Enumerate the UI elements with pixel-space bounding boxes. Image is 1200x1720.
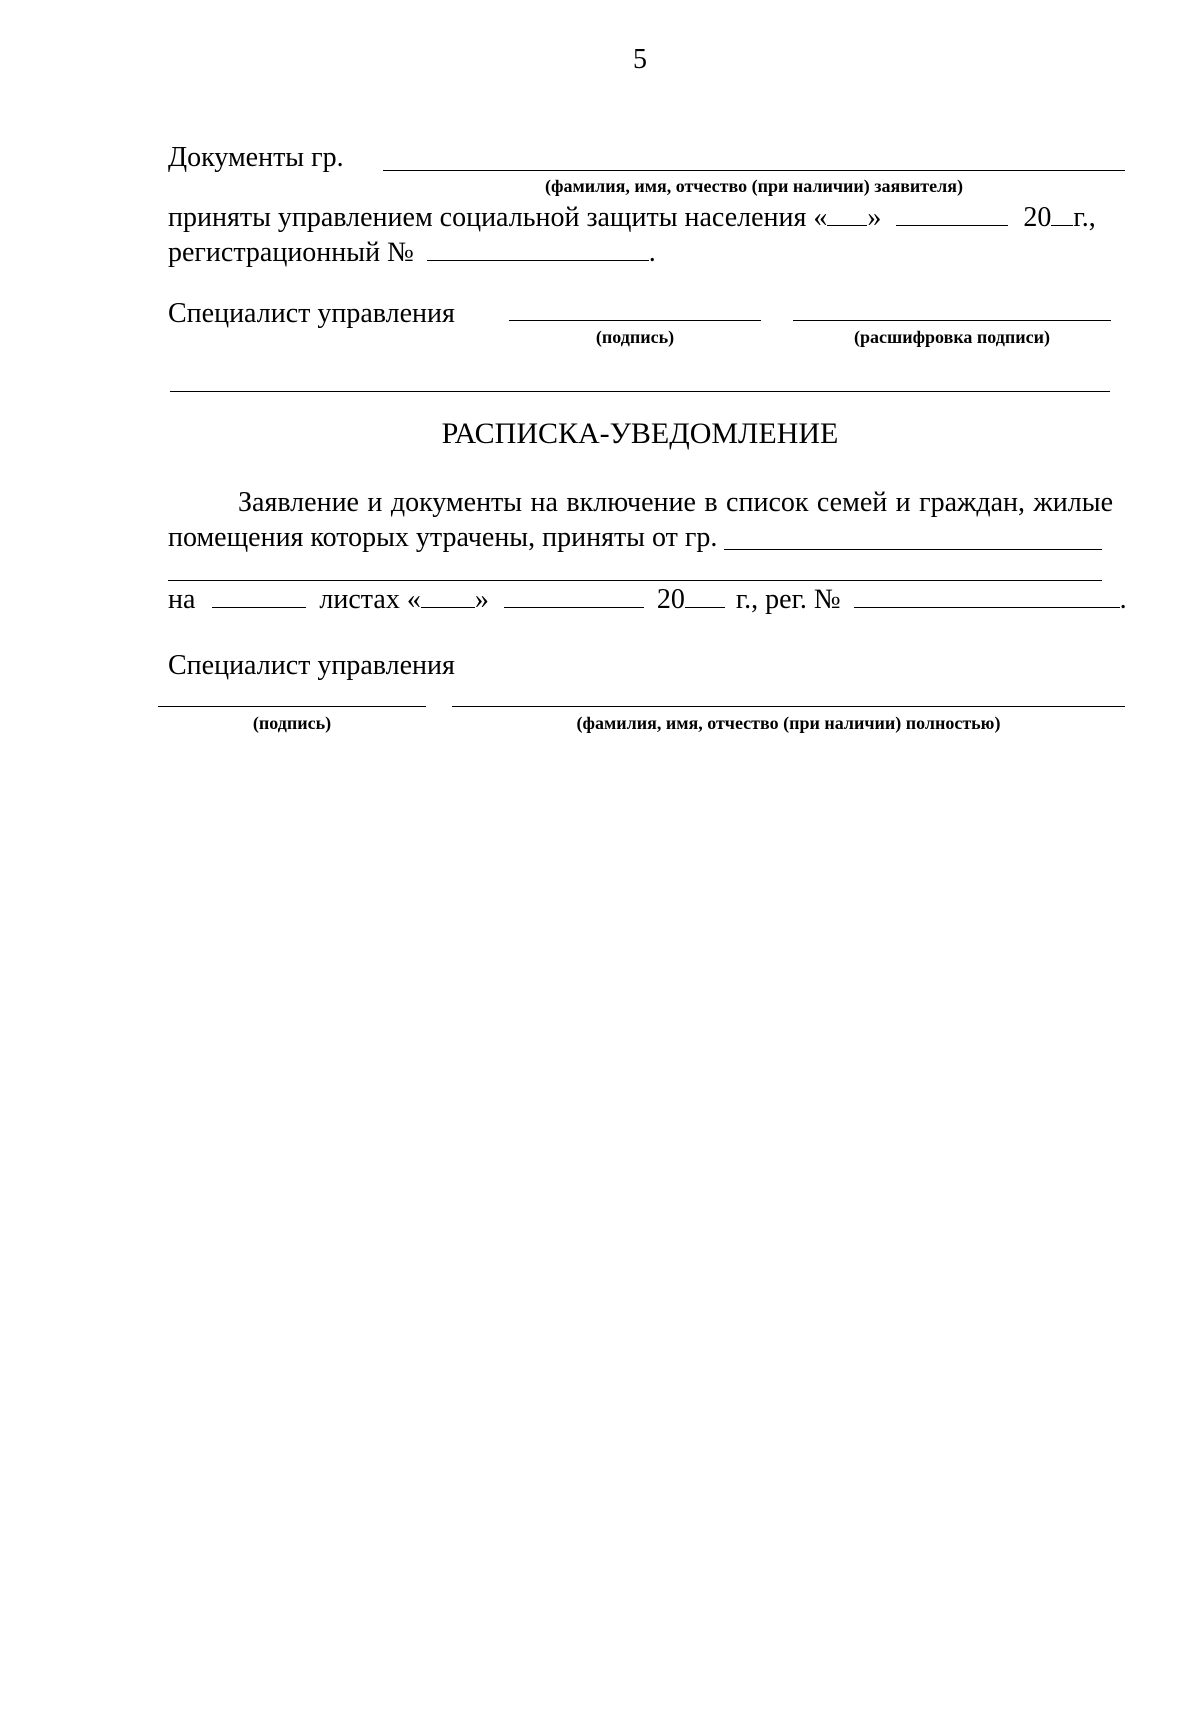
- receipt-day-blank: [421, 585, 475, 608]
- accepted-by-line: [168, 202, 1096, 234]
- receipt-fullname-line: [452, 706, 1125, 707]
- receipt-year-blank: [685, 585, 725, 608]
- registration-end: .: [648, 237, 656, 268]
- reg-number-blank: [854, 585, 1120, 608]
- registration-blank: [427, 238, 649, 261]
- year-blank: [1051, 203, 1073, 226]
- month-blank: [896, 203, 1008, 226]
- year-suffix: г.,: [1073, 202, 1096, 233]
- receipt-fullname-caption: (фамилия, имя, отчество (при наличии) полностью): [576, 713, 1001, 733]
- specialist-label: Специалист управления: [168, 298, 455, 329]
- signature-caption: (подпись): [595, 327, 675, 347]
- statement-line-1: Заявление и документы на включение в список семей и граждан, жилые: [238, 487, 1113, 518]
- receipt-signature-line: [158, 706, 426, 707]
- on-label: на: [168, 584, 196, 615]
- receipt-quote-close: »: [474, 584, 489, 615]
- accepted-by-text: приняты управлением социальной защиты населения «: [168, 202, 828, 233]
- signature-decode-line: [793, 320, 1111, 321]
- applicant-caption: (фамилия, имя, отчество (при наличии) заявителя): [545, 176, 963, 196]
- receipt-title: РАСПИСКА-УВЕДОМЛЕНИЕ: [441, 417, 839, 450]
- reg-label: г., рег. №: [735, 584, 841, 615]
- sheets-count-blank: [212, 585, 306, 608]
- page-number: 5: [633, 44, 647, 75]
- receipt-specialist-label: Специалист управления: [168, 650, 455, 681]
- documents-label: Документы гр.: [168, 142, 344, 173]
- day-blank: [827, 203, 867, 226]
- applicant-continuation-line: [168, 580, 1102, 581]
- registration-line: [168, 237, 656, 269]
- applicant-name-line: [383, 170, 1125, 171]
- signature-line: [509, 320, 761, 321]
- signature-decode-caption: (расшифровка подписи): [854, 327, 1050, 347]
- receipt-signature-caption: (подпись): [252, 713, 332, 733]
- applicant-from-line: [724, 549, 1102, 550]
- sheets-line: [168, 584, 1127, 616]
- year-prefix: 20: [1023, 202, 1052, 233]
- statement-line-2: помещения которых утрачены, приняты от гр.: [168, 522, 718, 553]
- registration-label: регистрационный №: [168, 237, 414, 268]
- section-separator: [170, 391, 1110, 392]
- receipt-end-period: .: [1119, 584, 1127, 615]
- receipt-year-prefix: 20: [656, 584, 685, 615]
- receipt-month-blank: [504, 585, 644, 608]
- quote-close: »: [867, 202, 882, 233]
- sheets-label: листах «: [319, 584, 421, 615]
